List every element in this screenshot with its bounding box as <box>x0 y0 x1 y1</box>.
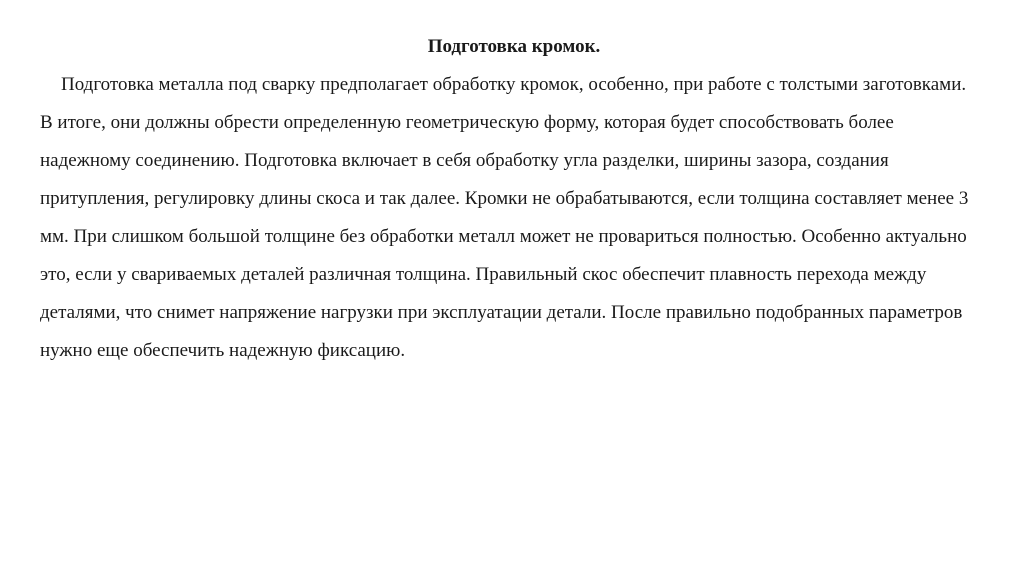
document-title: Подготовка кромок. <box>427 36 601 57</box>
document-paragraph: Подготовка металла под сварку предполагает обработку кромок, особенно, при работе с толстыми заготовками. В итоге, они должны обрести определенную геометрическую форму, которая будет способствовать более надежному соединению. Подготовка включает в себя обработку угла разделки, ширины зазора, создания притупления, регулировку длины скоса и так далее. Кромки не обрабатываются, если толщина составляет менее 3 мм. При слишком большой толщине без обработки металл может не провариться полностью. Особенно актуально это, если у свариваемых деталей различная толщина. Правильный скос обеспечит плавность перехода между деталями, что снимет напряжение нагрузки при эксплуатации детали. После правильно подобранных параметров нужно еще обеспечить надежную фиксацию. <box>40 74 969 361</box>
